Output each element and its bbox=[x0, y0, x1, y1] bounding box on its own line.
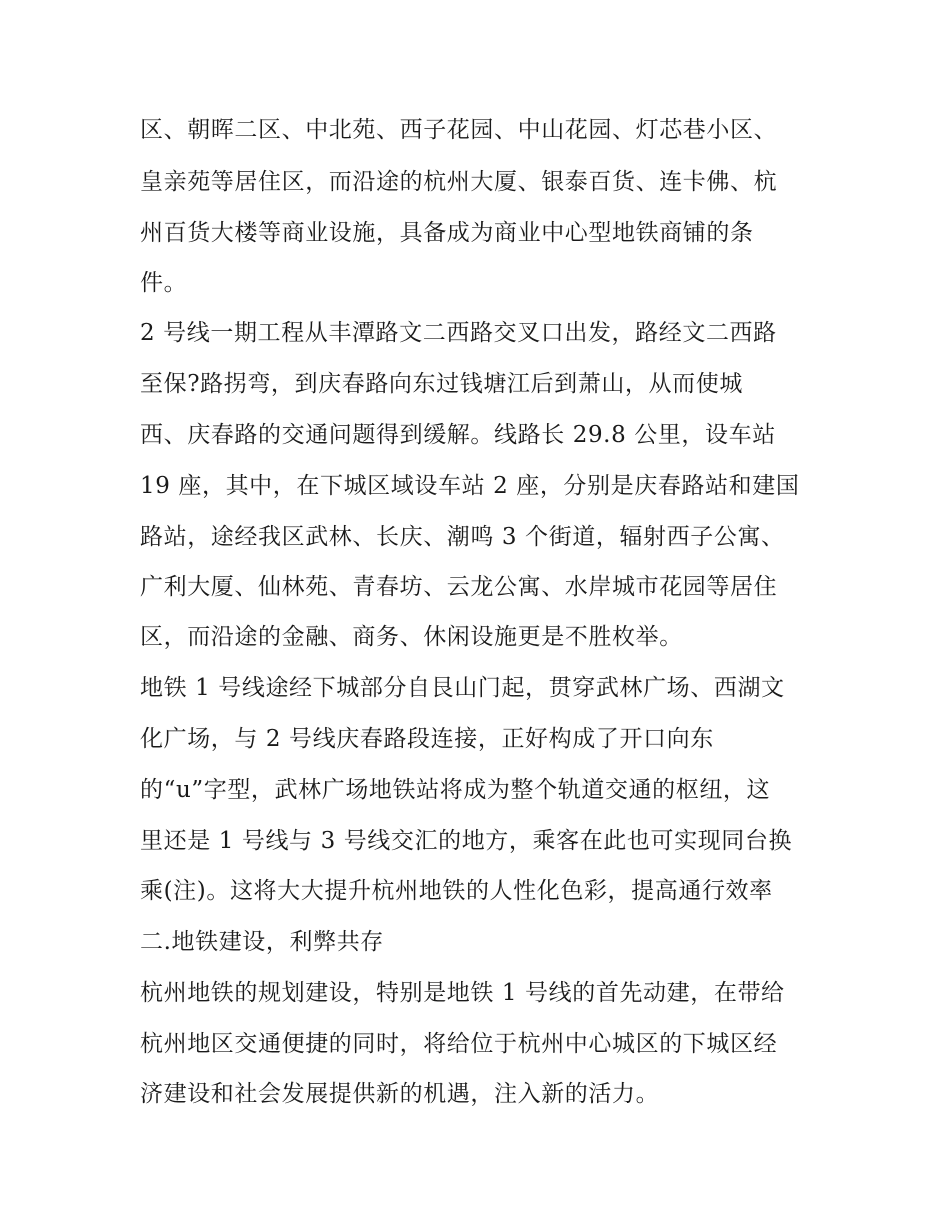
text-line: 济建设和社会发展提供新的机遇，注入新的活力。 bbox=[140, 1081, 660, 1107]
text-line: 广利大厦、仙林苑、青春坊、云龙公寓、水岸城市花园等居住 bbox=[140, 574, 778, 600]
text-line: 区，而沿途的金融、商务、休闲设施更是不胜枚举。 bbox=[140, 624, 683, 650]
text-line: 皇亲苑等居住区，而沿途的杭州大厦、银泰百货、连卡佛、杭 bbox=[140, 169, 778, 195]
text-line: 州百货大楼等商业设施，具备成为商业中心型地铁商铺的条 bbox=[140, 220, 754, 246]
text-line: 杭州地区交通便捷的同时，将给位于杭州中心城区的下城区经 bbox=[140, 1031, 778, 1057]
text-line: 杭州地铁的规划建设，特别是地铁 1 号线的首先动建，在带给 bbox=[140, 980, 785, 1006]
text-line: 乘(注)。这将大大提升杭州地铁的人性化色彩，提高通行效率 bbox=[140, 878, 773, 904]
text-line: 地铁 1 号线途经下城部分自艮山门起，贯穿武林广场、西湖文 bbox=[140, 675, 785, 701]
text-line: 里还是 1 号线与 3 号线交汇的地方，乘客在此也可实现同台换 bbox=[140, 828, 793, 854]
section-heading: 二.地铁建设，利弊共存 bbox=[140, 929, 384, 955]
text-line: 件。 bbox=[140, 270, 188, 296]
text-line: 区、朝晖二区、中北苑、西子花园、中山花园、灯芯巷小区、 bbox=[140, 117, 778, 143]
text-line: 路站，途经我区武林、长庆、潮鸣 3 个街道，辐射西子公寓、 bbox=[140, 524, 785, 550]
text-line: 至保?路拐弯，到庆春路向东过钱塘江后到萧山，从而使城 bbox=[140, 371, 743, 397]
text-line: 的“u”字型，武林广场地铁站将成为整个轨道交通的枢纽，这 bbox=[140, 777, 771, 803]
text-line: 西、庆春路的交通问题得到缓解。线路长 29.8 公里，设车站 bbox=[140, 422, 776, 448]
text-line: 2 号线一期工程从丰潭路文二西路交叉口出发，路经文二西路 bbox=[140, 320, 777, 346]
text-line: 化广场，与 2 号线庆春路段连接，正好构成了开口向东 bbox=[140, 726, 714, 752]
text-line: 19 座，其中，在下城区域设车站 2 座，分别是庆春路站和建国 bbox=[140, 473, 800, 499]
